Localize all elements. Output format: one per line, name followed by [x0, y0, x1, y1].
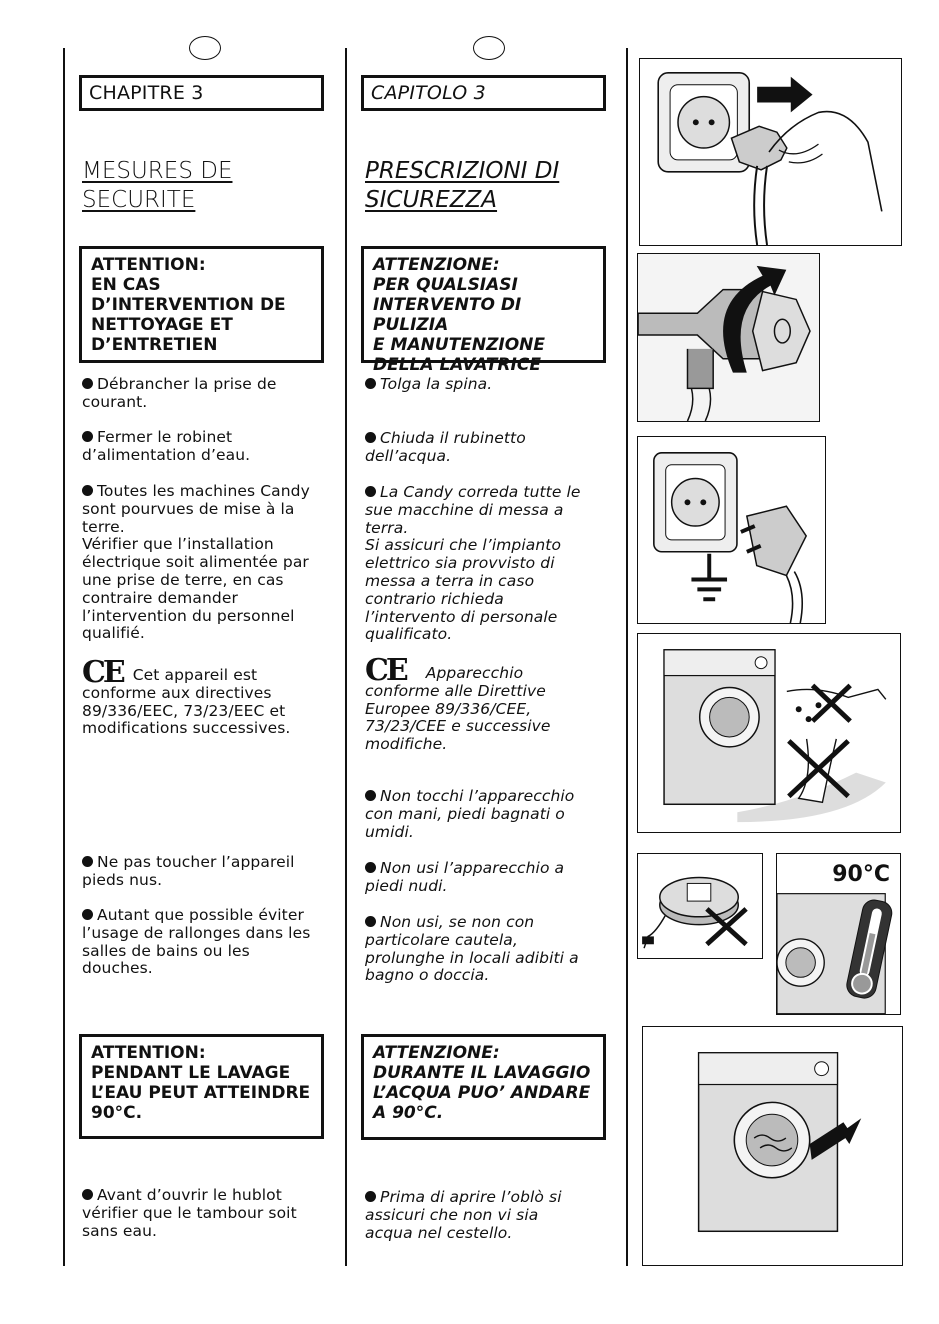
- item-line: particolare cautela,: [365, 930, 518, 949]
- item-line: modifications successives.: [82, 719, 291, 738]
- item-line: assicuri che non vi sia: [365, 1205, 539, 1224]
- item-line: pieds nus.: [82, 870, 163, 889]
- item-line: elettrico sia provvisto di: [365, 554, 555, 573]
- item-barefoot-it: [365, 860, 564, 896]
- no-wet-hands-illustration: [637, 633, 901, 833]
- warning-line: ATTENTION:: [91, 1043, 206, 1063]
- title-line: MESURES DE: [82, 158, 233, 184]
- item-unplug-it: [365, 376, 492, 394]
- bullet-icon: [365, 1191, 376, 1202]
- bullet-icon: [365, 862, 376, 873]
- title-line: SICUREZZA: [365, 187, 498, 213]
- item-line: messa a terra in caso: [365, 571, 535, 590]
- bullet-icon: [82, 1189, 93, 1200]
- bullet-icon: [82, 485, 93, 496]
- ce-mark-icon: CE: [365, 653, 406, 688]
- item-extension-it: [365, 914, 579, 985]
- item-line: qualificato.: [365, 625, 453, 644]
- item-line: Non tocchi l’apparecchio: [380, 787, 575, 805]
- item-tap-fr: [82, 429, 250, 465]
- hot-water-illustration: [776, 853, 901, 1015]
- item-earth-fr: [82, 483, 310, 643]
- item-line: Ne pas toucher l’appareil: [97, 853, 295, 871]
- item-extension-fr: [82, 907, 310, 978]
- tap-icon: [638, 254, 819, 421]
- item-line: bagno o doccia.: [365, 966, 490, 985]
- item-line: l’usage de rallonges dans les: [82, 923, 311, 942]
- divider-right: [626, 48, 628, 1266]
- bullet-icon: [365, 378, 376, 389]
- warning-line: ATTENTION:: [91, 255, 206, 275]
- item-line: conforme aux directives: [82, 683, 272, 702]
- unplug-icon: [640, 59, 901, 245]
- item-earth-it: [365, 484, 581, 644]
- bullet-icon: [365, 486, 376, 497]
- bullet-icon: [82, 856, 93, 867]
- item-line: vérifier que le tambour soit: [82, 1203, 297, 1222]
- warning-line: 90°C.: [91, 1103, 143, 1123]
- warning-line: ATTENZIONE:: [373, 255, 500, 275]
- item-line: 89/336/EEC, 73/23/EEC et: [82, 701, 286, 720]
- item-line: qualifié.: [82, 624, 145, 643]
- warning-line: D’INTERVENTION DE: [91, 295, 286, 315]
- item-line: Apparecchio: [425, 664, 524, 682]
- item-line: une prise de terre, en cas: [82, 570, 284, 589]
- warning-maintenance-it: [361, 246, 606, 375]
- item-line: terra.: [365, 518, 409, 537]
- item-barefoot-fr: [82, 854, 295, 890]
- item-line: Fermer le robinet: [97, 428, 233, 446]
- item-line: sue macchine di messa a: [365, 500, 564, 519]
- language-marker-it: [473, 36, 505, 60]
- chapter-heading-it: CAPITOLO 3: [361, 75, 606, 111]
- item-line: Avant d’ouvrir le hublot: [97, 1186, 282, 1204]
- item-line: sans eau.: [82, 1221, 158, 1240]
- item-tap-it: [365, 430, 526, 466]
- warning-line: INTERVENTO DI PULIZIA: [373, 295, 522, 335]
- bullet-icon: [365, 916, 376, 927]
- warning-line: ATTENZIONE:: [373, 1043, 500, 1063]
- item-line: Toutes les machines Candy: [97, 482, 310, 500]
- item-line: Chiuda il rubinetto: [380, 429, 526, 447]
- tap-close-illustration: [637, 253, 820, 422]
- bullet-icon: [82, 909, 93, 920]
- divider-middle: [345, 48, 347, 1266]
- item-line: Prima di aprire l’oblò si: [380, 1188, 562, 1206]
- warning-line: L’ACQUA PUO’ ANDARE: [373, 1083, 591, 1103]
- washing-machine-wet-icon: [638, 634, 900, 832]
- warning-line: PER QUALSIASI: [373, 275, 518, 295]
- earth-plug-icon: [638, 437, 825, 623]
- item-door-fr: [82, 1187, 297, 1240]
- warning-line: E MANUTENZIONE: [373, 335, 546, 355]
- warning-line: DELLA LAVATRICE: [373, 355, 541, 375]
- item-line: piedi nudi.: [365, 876, 448, 895]
- item-line: courant.: [82, 392, 148, 411]
- item-line: 73/23/CEE e successive: [365, 717, 551, 736]
- extension-reel-icon: [638, 854, 762, 958]
- bullet-icon: [365, 432, 376, 443]
- item-line: prolunghe in locali adibiti a: [365, 948, 579, 967]
- bullet-icon: [82, 431, 93, 442]
- warning-maintenance-fr: [79, 246, 324, 363]
- warning-line: L’EAU PEUT ATTEINDRE: [91, 1083, 311, 1103]
- language-marker-fr: [189, 36, 221, 60]
- unplug-illustration: [639, 58, 902, 246]
- item-line: électrique soit alimentée par: [82, 553, 309, 572]
- item-door-it: [365, 1189, 562, 1242]
- item-line: dell’acqua.: [365, 446, 452, 465]
- warning-line: A 90°C.: [373, 1103, 444, 1123]
- washing-machine-door-icon: [643, 1027, 902, 1265]
- bullet-icon: [365, 790, 376, 801]
- item-ce-it: [365, 653, 551, 754]
- section-title-it: [365, 157, 559, 215]
- warning-line: DURANTE IL LAVAGGIO: [373, 1063, 591, 1083]
- item-line: Europee 89/336/CEE,: [365, 699, 532, 718]
- item-line: l’intervento di personale: [365, 607, 558, 626]
- item-line: umidi.: [365, 822, 414, 841]
- item-line: Non usi l’apparecchio a: [380, 859, 565, 877]
- warning-hot-water-fr: [79, 1034, 324, 1139]
- item-line: sont pourvues de mise à la: [82, 499, 295, 518]
- warning-line: PENDANT LE LAVAGE: [91, 1063, 291, 1083]
- item-line: l’intervention du personnel: [82, 606, 295, 625]
- item-line: Cet appareil est: [132, 666, 258, 684]
- item-line: acqua nel cestello.: [365, 1223, 513, 1242]
- item-line: d’alimentation d’eau.: [82, 445, 251, 464]
- item-line: con mani, piedi bagnati o: [365, 804, 565, 823]
- item-line: salles de bains ou les: [82, 941, 250, 960]
- title-line: SECURITE: [82, 187, 196, 213]
- earthed-plug-illustration: [637, 436, 826, 624]
- item-unplug-fr: [82, 376, 277, 412]
- no-extension-illustration: [637, 853, 763, 959]
- warning-line: D’ENTRETIEN: [91, 335, 218, 355]
- item-line: Tolga la spina.: [380, 375, 493, 393]
- warning-hot-water-it: [361, 1034, 606, 1140]
- item-line: Non usi, se non con: [380, 913, 535, 931]
- bullet-icon: [82, 378, 93, 389]
- item-line: Débrancher la prise de: [97, 375, 277, 393]
- section-title-fr: [82, 157, 232, 215]
- item-line: conforme alle Direttive: [365, 681, 546, 700]
- warning-line: NETTOYAGE ET: [91, 315, 233, 335]
- item-wet-it: [365, 788, 574, 841]
- item-line: modifiche.: [365, 735, 448, 754]
- ce-mark-icon: CE: [82, 655, 123, 690]
- door-drum-illustration: [642, 1026, 903, 1266]
- title-line: PRESCRIZIONI DI: [365, 158, 560, 184]
- temperature-label: 90°C: [832, 862, 890, 887]
- item-ce-fr: [82, 655, 291, 738]
- chapter-heading-fr: CHAPITRE 3: [79, 75, 324, 111]
- item-line: terre.: [82, 517, 125, 536]
- item-line: Vérifier que l’installation: [82, 535, 274, 554]
- warning-line: EN CAS: [91, 275, 161, 295]
- item-line: contrario richieda: [365, 589, 504, 608]
- divider-left: [63, 48, 65, 1266]
- item-line: Si assicuri che l’impianto: [365, 536, 562, 555]
- item-line: Autant que possible éviter: [97, 906, 304, 924]
- item-line: contraire demander: [82, 588, 238, 607]
- item-line: douches.: [82, 959, 153, 978]
- item-line: La Candy correda tutte le: [380, 483, 581, 501]
